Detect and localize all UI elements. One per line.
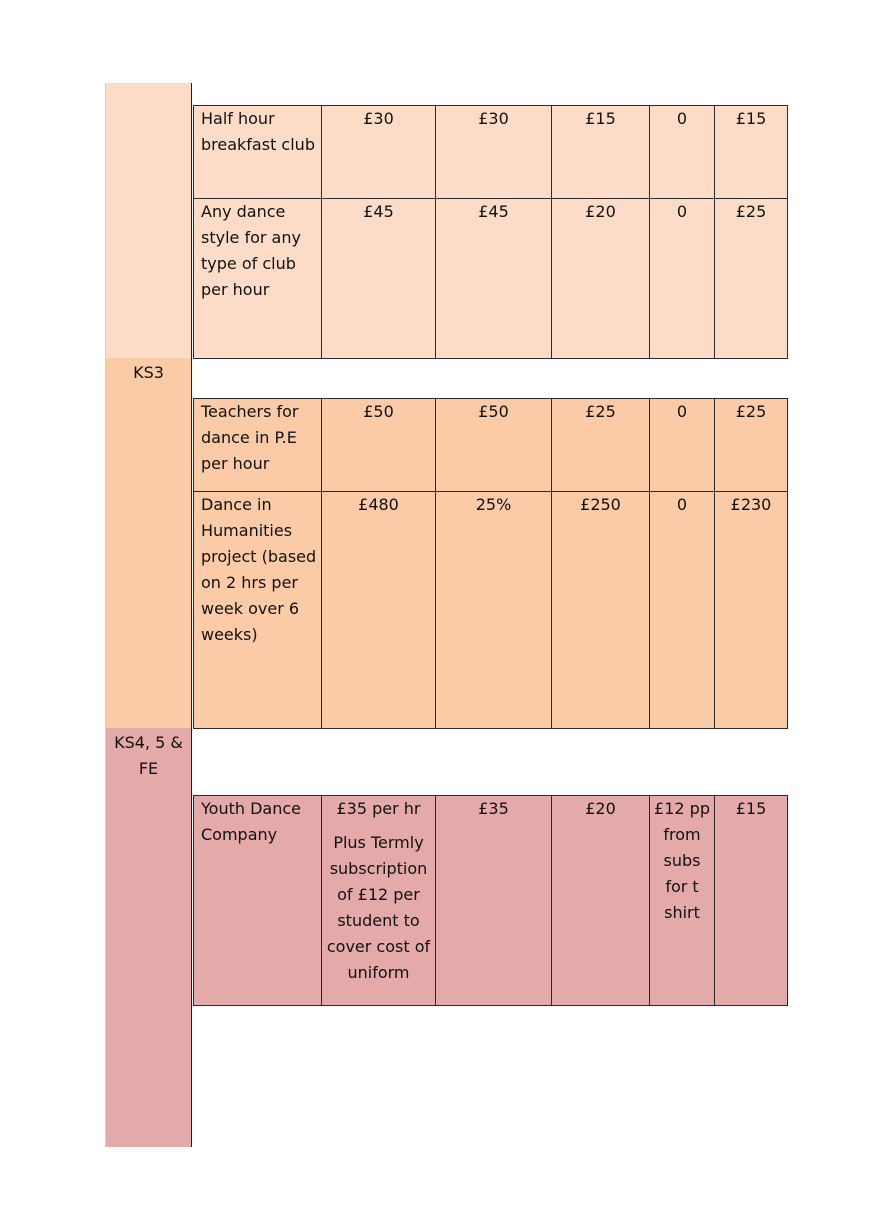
key-stage-cell-ks4-5-fe [105, 728, 192, 1147]
service-description: Teachers for dance in P.E per hour [194, 399, 322, 492]
table-row [194, 492, 788, 729]
price-cell: £25 [715, 399, 788, 492]
price-cell: £15 [552, 106, 650, 199]
price-cell: £50 [436, 399, 552, 492]
price-cell: £25 [715, 199, 788, 359]
price-cell: 0 [650, 492, 715, 729]
key-stage-label: KS4, 5 & FE [114, 733, 183, 778]
service-description: Half hour breakfast club [194, 106, 322, 199]
price-cell: 25% [436, 492, 552, 729]
price-cell: £45 [322, 199, 436, 359]
price-cell: £12 pp from subs for t shirt [650, 796, 715, 1006]
price-cell: £480 [322, 492, 436, 729]
price-cell: £35 [436, 796, 552, 1006]
pricing-table-ks4-5-fe [193, 795, 788, 1006]
price-cell [322, 796, 436, 1006]
price-cell: £30 [322, 106, 436, 199]
table-row [194, 199, 788, 359]
price-cell: £250 [552, 492, 650, 729]
price-cell: £230 [715, 492, 788, 729]
price-cell: £45 [436, 199, 552, 359]
table-row [194, 399, 788, 492]
pricing-table-ks3 [193, 398, 788, 729]
key-stage-cell-primary [105, 83, 192, 358]
price-cell: £20 [552, 199, 650, 359]
service-description: Any dance style for any type of club per hour [194, 199, 322, 359]
price-cell: 0 [650, 399, 715, 492]
price-cell: £20 [552, 796, 650, 1006]
key-stage-label: KS3 [133, 363, 164, 382]
price-main: £35 per hr [336, 799, 421, 818]
key-stage-cell-ks3 [105, 358, 192, 728]
price-cell: £15 [715, 106, 788, 199]
price-cell: 0 [650, 106, 715, 199]
pricing-table-primary [193, 105, 788, 359]
service-description: Dance in Humanities project (based on 2 hrs per week over 6 weeks) [194, 492, 322, 729]
price-cell: £30 [436, 106, 552, 199]
service-description: Youth Dance Company [194, 796, 322, 1006]
price-cell: £50 [322, 399, 436, 492]
table-row [194, 796, 788, 1006]
price-cell: £25 [552, 399, 650, 492]
price-cell: £15 [715, 796, 788, 1006]
price-cell: 0 [650, 199, 715, 359]
table-row [194, 106, 788, 199]
price-note: Plus Termly subscription of £12 per student to cover cost of uniform [326, 833, 431, 982]
